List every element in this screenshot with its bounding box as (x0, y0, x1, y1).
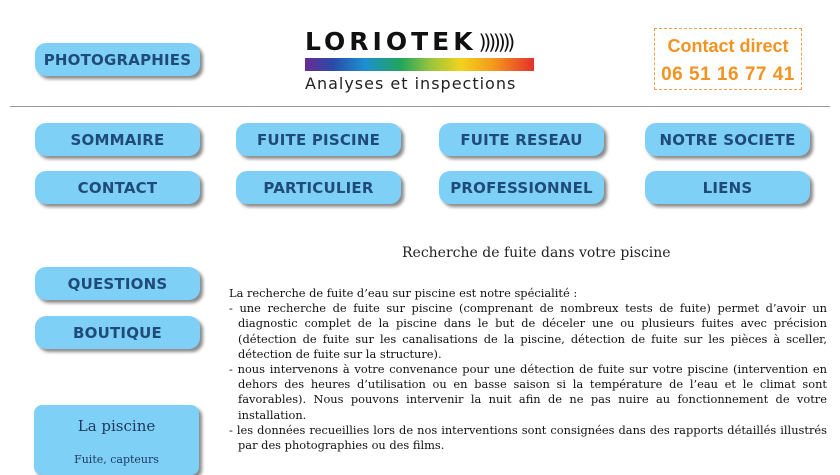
nav-fuite-piscine[interactable]: FUITE PISCINE (236, 123, 401, 156)
logo-brand: LORIOTEK (305, 27, 477, 56)
sidebar-box-subtitle[interactable]: Fuite, capteurs (74, 453, 159, 466)
sidebar-piscine-box[interactable] (34, 405, 199, 475)
nav-professionnel[interactable]: PROFESSIONNEL (439, 171, 604, 204)
logo-rainbow-bar (305, 58, 534, 71)
nav-contact[interactable]: CONTACT (35, 171, 200, 204)
list-item: - nous intervenons à votre convenance pour une détection de fuite sur votre piscine (intervention en dehors des heures d’utilisation ou en basse saison si la température de l’eau et le climat sont favorables). Nous pouvons intervenir la nuit afin de ne pas nuire au fonctionnement de votre installation. (229, 362, 827, 422)
page-title: Recherche de fuite dans votre piscine (402, 245, 671, 261)
main-content (229, 286, 827, 453)
list-item: - les données recueillies lors de nos interventions sont consignées dans des rapports détaillés illustrés par des photographies ou des films. (229, 422, 827, 453)
loriotek-logo[interactable] (305, 27, 534, 93)
intro-text: La recherche de fuite d’eau sur piscine est notre spécialité : (229, 286, 578, 300)
logo-wordmark (305, 27, 534, 56)
sidebar-questions-button[interactable]: QUESTIONS (35, 267, 200, 300)
contact-label: Contact direct (667, 36, 789, 56)
sidebar-box-title: La piscine (77, 417, 156, 435)
nav-sommaire[interactable]: SOMMAIRE (35, 123, 200, 156)
photographies-button[interactable]: PHOTOGRAPHIES (35, 43, 200, 76)
header-divider (10, 106, 830, 107)
signal-waves-icon: ))))))) (478, 29, 513, 54)
list-item: - une recherche de fuite sur piscine (comprenant de nombreux tests de fuite) permet d’avoir un diagnostic complet de la piscine dans le but de déceler une ou plusieurs fuites avec précision (détection de fuite sur les canalisations de la piscine, détection de fuite sur les pièces à sceller, détection de fuite sur la structure). (229, 301, 827, 361)
contact-direct-box[interactable] (654, 28, 802, 90)
logo-tagline: Analyses et inspections (305, 74, 517, 93)
sidebar-boutique-button[interactable]: BOUTIQUE (35, 316, 200, 349)
nav-fuite-reseau[interactable]: FUITE RESEAU (439, 123, 604, 156)
contact-phone[interactable]: 06 51 16 77 41 (661, 64, 795, 85)
nav-particulier[interactable]: PARTICULIER (236, 171, 401, 204)
nav-liens[interactable]: LIENS (645, 171, 810, 204)
nav-notre-societe[interactable]: NOTRE SOCIETE (645, 123, 810, 156)
